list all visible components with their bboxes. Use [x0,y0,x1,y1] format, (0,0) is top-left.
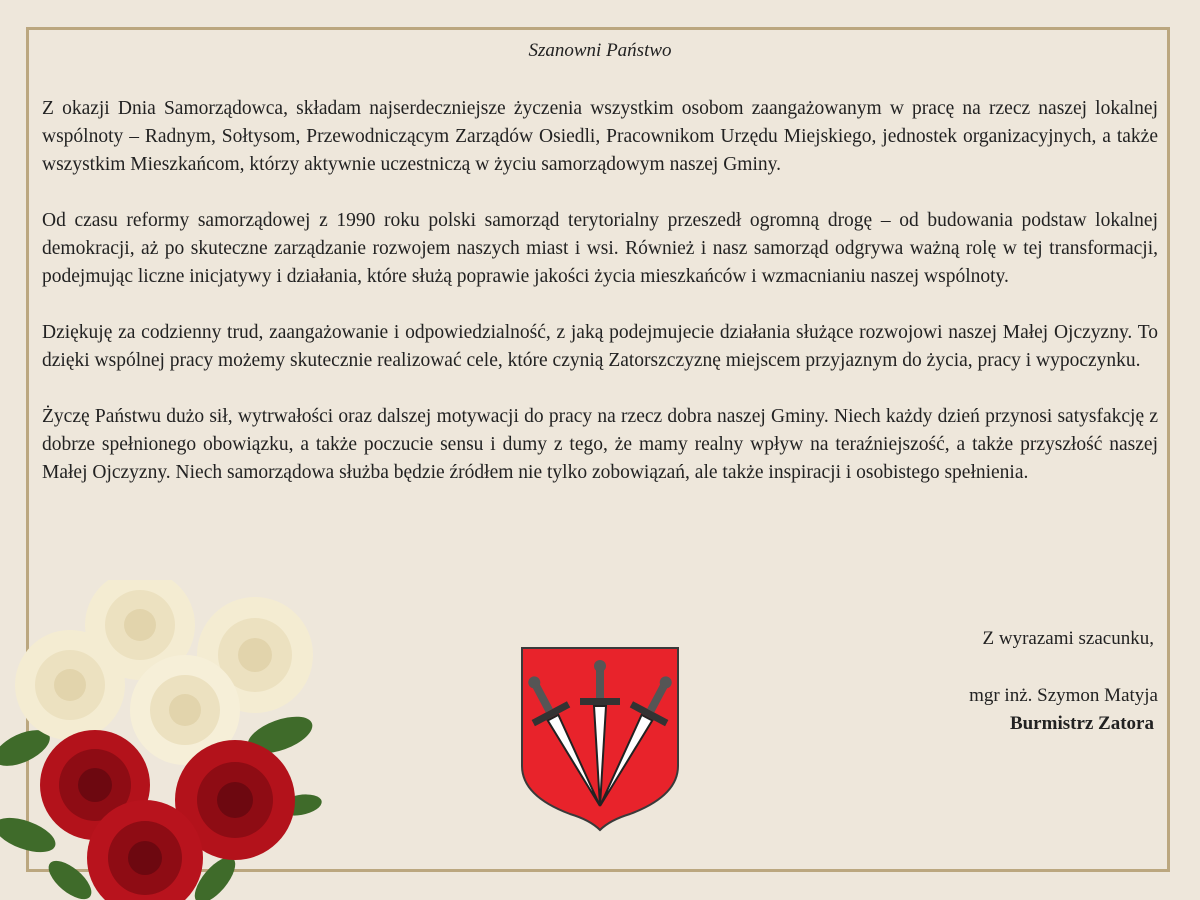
letter-body [42,95,1158,515]
paragraph-4: Życzę Państwu dużo sił, wytrwałości oraz dalszej motywacji do pracy na rzecz dobra naszej Gminy. Niech każdy dzień przynosi satysfakcję z dobrze spełnionego obowiązku, a także poczucie sensu i dumy z tego, że mamy realny wpływ na teraźniejszość, a także przyszłość naszej Małej Ojczyzny. Niech samorządowa służba będzie źródłem nie tylko zobowiązań, ale także inspiracji i osobistego spełnienia. [42,406,1158,483]
paragraph-2: Od czasu reformy samorządowej z 1990 roku polski samorząd terytorialny przeszedł ogromną drogę – od budowania podstaw lokalnej demokracji, aż po skuteczne zarządzanie rozwojem naszych miast i wsi. Również i nasz samorząd odgrywa ważną rolę w tej transformacji, podejmując liczne inicjatywy i działania, które służą poprawie jakości życia mieszkańców i wzmacnianiu naszej wspólnoty. [42,210,1158,287]
paragraph-1: Z okazji Dnia Samorządowca, składam najserdeczniejsze życzenia wszystkim osobom zaangażowanym w pracę na rzecz naszej lokalnej wspólnoty – Radnym, Sołtysom, Przewodniczącym Zarządów Osiedli, Pracownikom Urzędu Miejskiego, jednostek organizacyjnych, a także wszystkim Mieszkańcom, którzy aktywnie uczestniczą w życiu samorządowym naszej Gminy. [42,98,1158,175]
paragraph-3: Dziękuję za codzienny trud, zaangażowanie i odpowiedzialność, z jaką podejmujecie działania służące rozwojowi naszej Małej Ojczyzny. To dzięki wspólnej pracy możemy skutecznie realizować cele, które czynią Zatorszczyznę miejscem przyjaznym do życia, pracy i wypoczynku. [42,322,1158,371]
signer-name: mgr inż. Szymon Matyja [969,685,1158,706]
coat-of-arms-image [520,646,680,832]
closing-line: Z wyrazami szacunku, [982,628,1154,649]
signer-role: Burmistrz Zatora [1009,713,1154,734]
greeting: Szanowni Państwo [528,40,672,61]
roses-bouquet-image [0,580,330,900]
